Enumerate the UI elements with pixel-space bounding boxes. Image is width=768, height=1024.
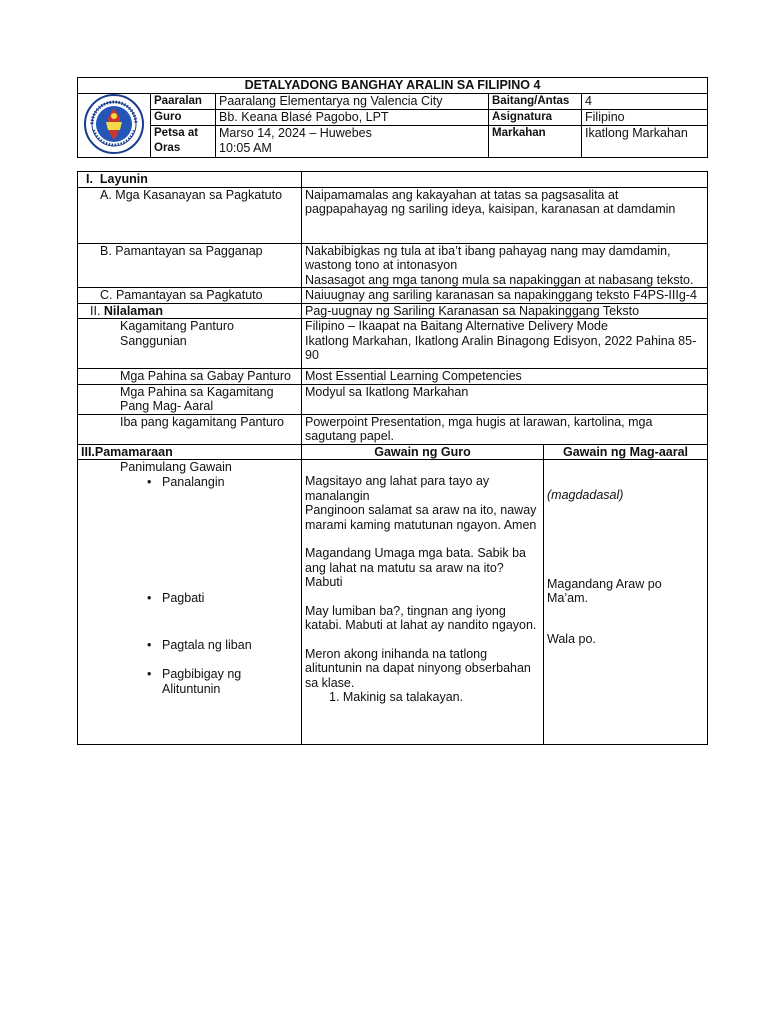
baitang-value: 4 <box>582 93 708 109</box>
magaaral-r3: Wala po. <box>547 631 596 646</box>
panimulang-cell <box>78 460 302 745</box>
guro-p4: May lumiban ba?, tingnan ang iyong katabi. Mabuti at lahat ay nandito ngayon. <box>305 603 537 632</box>
asignatura-value: Filipino <box>582 109 708 125</box>
kagamitan-value-2: Ikatlong Markahan, Ikatlong Aralin Binagong Edisyon, 2022 Pahina 85-90 <box>305 333 697 362</box>
baitang-label: Baitang/Antas <box>489 93 582 109</box>
petsa-label: Petsa at Oras <box>151 126 216 158</box>
guro-p3: Magandang Umaga mga bata. Sabik ba ang lahat na matutu sa araw na ito? Mabuti <box>305 546 526 589</box>
magaaral-label: Mga Pahina sa Kagamitang Pang Mag- Aaral <box>78 384 302 414</box>
markahan-value: Ikatlong Markahan <box>582 126 708 158</box>
pagganap-value-2: Nasasagot ang mga tanong mula sa napakinggan at nabasang teksto. <box>305 272 694 287</box>
gawain-magaaral-header: Gawain ng Mag-aaral <box>544 444 708 460</box>
gabay-value: Most Essential Learning Competencies <box>302 369 708 385</box>
deped-seal-icon <box>84 94 144 154</box>
petsa-value <box>216 126 489 158</box>
markahan-label: Markahan <box>489 126 582 158</box>
magaaral-value: Modyul sa Ikatlong Markahan <box>302 384 708 414</box>
guro-label: Guro <box>151 109 216 125</box>
layunin-blank <box>302 172 708 188</box>
bullet-panalangin: • Panalangin <box>142 475 298 490</box>
bullet-alituntunin: • Pagbibigay ng Alituntunin <box>142 667 298 696</box>
pagganap-value-1: Nakabibigkas ng tula at iba’t ibang pahayag nang may damdamin, wastong tono at intonasyon <box>305 243 671 272</box>
pagkatuto-value: Naiuugnay ang sariling karanasan sa napakinggang teksto F4PS-IIIg-4 <box>302 288 708 304</box>
gabay-label: Mga Pahina sa Gabay Panturo <box>78 369 302 385</box>
gawain-guro-header: Gawain ng Guro <box>302 444 544 460</box>
kasanayan-value: Naipamamalas ang kakayahan at tatas sa pagsasalita at pagpapahayag ng sariling ideya, kaisipan, karanasan at damdamin <box>302 187 708 243</box>
asignatura-label: Asignatura <box>489 109 582 125</box>
bullet-pagbati: • Pagbati <box>142 591 298 606</box>
guro-p5: Meron akong inihanda na tatlong alituntunin na dapat ninyong obserbahan sa klase. <box>305 646 531 690</box>
header-table <box>77 77 708 158</box>
guro-value: Bb. Keana Blasé Pagobo, LPT <box>216 109 489 125</box>
kagamitan-value-1: Filipino – Ikaapat na Baitang Alternative Delivery Mode <box>305 319 608 333</box>
logo-cell <box>78 93 151 158</box>
lesson-table <box>77 171 708 745</box>
bullet-pagtala: • Pagtala ng liban <box>142 638 298 653</box>
kasanayan-label: A. Mga Kasanayan sa Pagkatuto <box>78 187 302 243</box>
guro-list-1: 1. Makinig sa talakayan. <box>329 690 464 704</box>
petsa-time: 10:05 AM <box>219 140 272 155</box>
iba-label: Iba pang kagamitang Panturo <box>78 414 302 444</box>
kagamitan-value <box>302 319 708 369</box>
panimulang-gawain: Panimulang Gawain <box>120 460 232 474</box>
pagganap-value <box>302 243 708 288</box>
pagganap-label: B. Pamantayan sa Pagganap <box>78 243 302 288</box>
guro-p1: Magsitayo ang lahat para tayo ay manalangin <box>305 474 490 503</box>
iba-value: Powerpoint Presentation, mga hugis at larawan, kartolina, mga sagutang papel. <box>302 414 708 444</box>
magaaral-r1: (magdadasal) <box>547 488 624 502</box>
pamamaraan-heading: III.Pamamaraan <box>78 444 302 460</box>
petsa-date: Marso 14, 2024 – Huwebes <box>219 126 372 141</box>
kagamitan-label: Kagamitang Panturo Sanggunian <box>78 319 302 369</box>
nilalaman-value: Pag-uugnay ng Sariling Karanasan sa Napakinggang Teksto <box>302 303 708 319</box>
nilalaman-heading: II. Nilalaman <box>78 303 302 319</box>
pagkatuto-label: C. Pamantayan sa Pagkatuto <box>78 288 302 304</box>
layunin-heading: I. Layunin <box>78 172 302 188</box>
guro-p2: Panginoon salamat sa araw na ito, naway marami kaming matutunan ngayon. Amen <box>305 503 537 532</box>
paaralan-label: Paaralan <box>151 93 216 109</box>
gawain-guro-cell <box>302 460 544 745</box>
paaralan-value: Paaralang Elementarya ng Valencia City <box>216 93 489 109</box>
gawain-magaaral-cell <box>544 460 708 745</box>
magaaral-r2: Magandang Araw po Ma’am. <box>547 576 662 605</box>
document-title: DETALYADONG BANGHAY ARALIN SA FILIPINO 4 <box>78 78 708 94</box>
